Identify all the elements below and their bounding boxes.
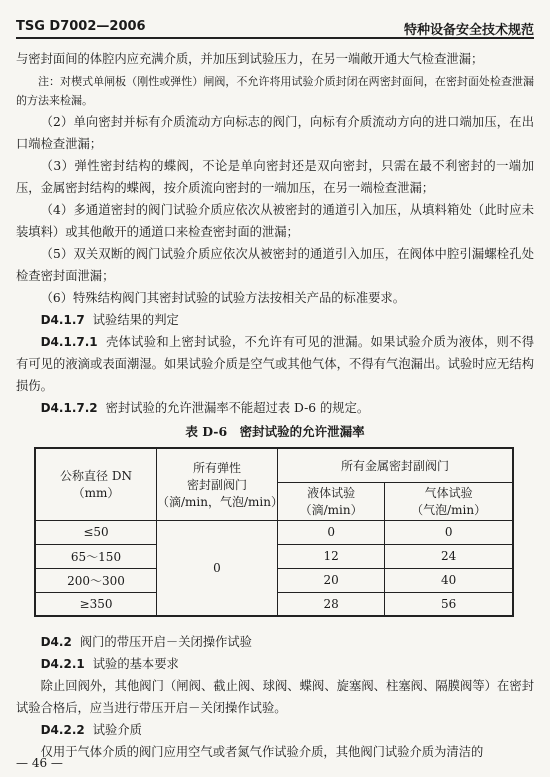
header-metal: 所有金属密封副阀门 [278,448,514,482]
clause-text: 壳体试验和上密封试验，不允许有可见的泄漏。如果试验介质为液体，则不得有可见的液滴或表面潮湿。如果试验介质是空气或其他气体，不得有气泡漏出。试验时应无结构损伤。 [16,335,534,393]
list-item-5: （5）双关双断的阀门试验介质应依次从被密封的通道引入加压，在阀体中腔引漏螺栓孔处检查密封面泄漏； [16,247,534,283]
header-elastic: 所有弹性 密封副阀门 （滴/min，气泡/min） [157,448,278,520]
clause-number: D4.1.7.1 [40,335,98,349]
cell-dn: 65～150 [35,544,157,568]
section-title: 试验介质 [92,723,142,737]
clause-d4172 [16,397,534,419]
section-title: 试验结果的判定 [92,313,179,327]
section-heading-d422 [16,719,534,741]
standard-code: TSG D7002—2006 [16,19,146,34]
leakage-rate-table [34,447,514,617]
paragraph: 与密封面间的体腔内应充满介质，并加压到试验压力，在另一端敞开通大气检查泄漏； [16,52,484,66]
list-item-2: （2）单向密封并标有介质流动方向标志的阀门，向标有介质流动方向的进口端加压，在出口端检查泄漏； [16,115,534,151]
section-number: D4.2 [40,635,72,649]
section-heading-d42 [16,631,534,653]
cell-gas: 56 [385,592,513,616]
note: 注：对楔式单闸板（刚性或弹性）闸阀，不允许将用试验介质封闭在两密封面间，在密封面处检查泄漏的方法来检漏。 [16,75,534,107]
cell-dn: ≥350 [35,592,157,616]
header-dn: 公称直径 DN （mm） [35,448,157,520]
clause-d4171 [16,331,534,397]
list-item-6: （6）特殊结构阀门其密封试验的试验方法按相关产品的标准要求。 [40,291,406,305]
section-title: 试验的基本要求 [92,657,179,671]
page-header [16,7,534,39]
cell-liquid: 20 [278,568,385,592]
cell-liquid: 28 [278,592,385,616]
section-number: D4.1.7 [40,313,85,327]
clause-number: D4.1.7.2 [40,401,98,415]
list-item-4: （4）多通道密封的阀门试验介质应依次从被密封的通道引入加压，从填料箱处（此时应未装填料）或其他敞开的通道口来检查密封面的泄漏； [16,203,534,239]
list-item-3: （3）弹性密封结构的蝶阀，不论是单向密封还是双向密封，只需在最不利密封的一端加压，金属密封结构的蝶阀，按介质流向密封的一端加压，在另一端检查泄漏； [16,159,534,195]
section-number: D4.2.2 [40,723,85,737]
page-number: — 46 — [16,756,63,770]
cell-dn: 200～300 [35,568,157,592]
section-title: 阀门的带压开启－关闭操作试验 [79,635,252,649]
paragraph: 仅用于气体介质的阀门应用空气或者氮气作试验介质，其他阀门试验介质为清洁的 [40,745,484,759]
paragraph: 除止回阀外，其他阀门（闸阀、截止阀、球阀、蝶阀、旋塞阀、柱塞阀、隔膜阀等）在密封试验合格后，应当进行带压开启－关闭操作试验。 [16,679,534,715]
section-heading-d421 [16,653,534,675]
header-title: 特种设备安全技术规范 [403,23,534,38]
table-row [35,520,513,544]
header-gas: 气体试验 （气泡/min） [385,482,513,520]
page-body [16,48,534,763]
section-number: D4.2.1 [40,657,85,671]
cell-liquid: 0 [278,520,385,544]
clause-text: 密封试验的允许泄漏率不能超过表 D-6 的规定。 [105,401,370,415]
cell-gas: 24 [385,544,513,568]
cell-gas: 0 [385,520,513,544]
cell-elastic: 0 [157,520,278,616]
cell-gas: 40 [385,568,513,592]
cell-dn: ≤50 [35,520,157,544]
cell-liquid: 12 [278,544,385,568]
table-caption: 表 D-6 密封试验的允许泄漏率 [185,424,365,439]
section-heading-d417 [16,309,534,331]
header-liquid: 液体试验 （滴/min） [278,482,385,520]
